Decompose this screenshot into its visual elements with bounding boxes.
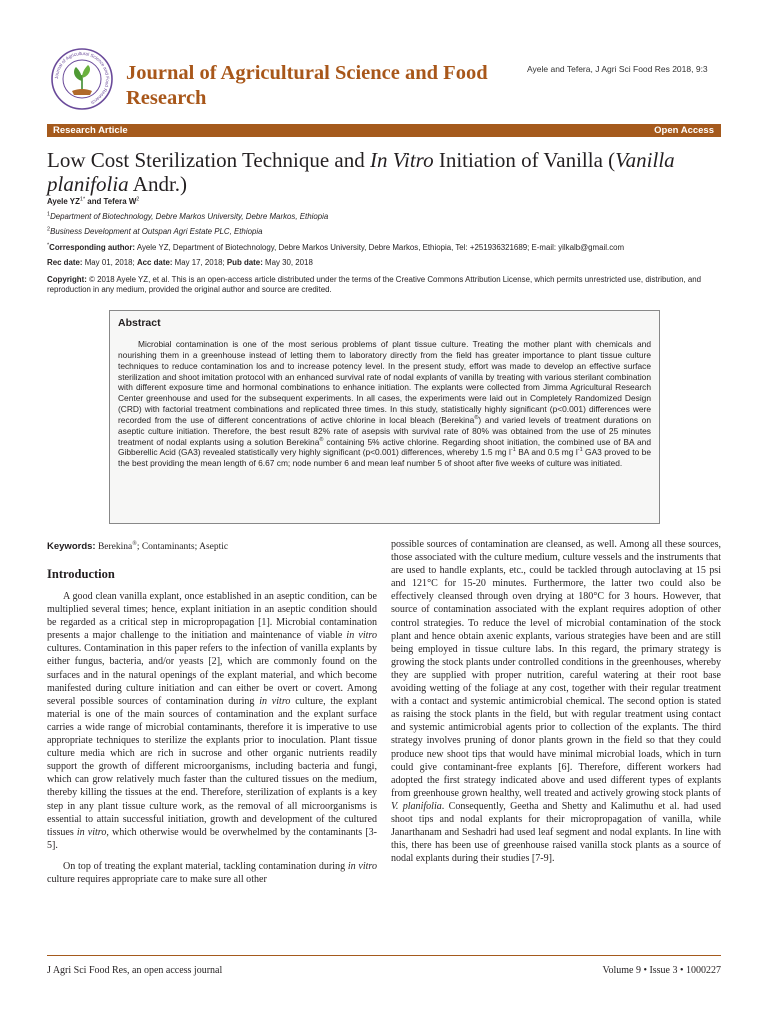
article-type-bar [47, 124, 721, 137]
body-column-left [47, 590, 377, 886]
abstract-text: Microbial contamination is one of the most serious problems of plant tissue culture. Treating the mother plant with chemicals and nourishing them in a greenhouse instead of letting them to laboratory directly from the field has greater importance to plant tissue culture techniques to reduce contamination los and to increase potency level. In the present study, effort was made to develop an effective surface sterilization and shoot imitation protocol with an enhanced survival rate of nodal explants of vanilla by treating with various sterilant combination with different exposure time and hormonal combinations to enhance initiation. The explants were collected from Jimma Agricultural Research Center greenhouse and used for the subsequent experiments. In all cases, the experiments were laid out in Completely Randomized Design (CRD) with factorial treatment combinations and replicated three times. In this study, statistically highly significant (p<0.001) differences were recorded from the use of different concentrations of active chlorine in local bleach (Berekina®) and varied levels of treatment durations on aseptic culture initiation. Therefore, the best result 82% rate of asepsis with survival rate of 80% was obtained from the use of 25 minutes treatment of nodal explants using a solution Berekina® containing 5% active chlorine. Regarding shoot initiation, the combined use of BA and Gibberellic Acid (GA3) revealed statistically very highly significant (p<0.001) differences, whereby 1.5 mg $l^{-1}$ BA and 0.5 mg $l^{-1}$ GA3 proved to be the best providing the mean length of 6.67 cm; node number 6 and mean leaf number 5 of shoot after five weeks of culture was initiated. [118, 339, 651, 469]
intro-paragraph-1: A good clean vanilla explant, once established in an aseptic condition, can be multiplied several times; hence, explant initiation in an aseptic condition should be regarded as a critical step in micropropagation [1]. Microbial contamination presents a major challenge to the initiation and maintenance of viable in vitro cultures. Contamination in this paper refers to the infection of vanilla explants by either fungus, bacteria, and/or yeasts [2], which are commonly found on the surfaces and in the natural openings of the explant material, and which become manifested during culture initiation and can either be overt or covert. Among several possible sources of contamination during in vitro culture, the explant material is one of the main sources of contamination and the explant surface carries a wide range of microbial contaminants, therefore it is imperative to use appropriate techniques to sterilize the explants prior to inoculation. Plant tissue culture media which are rich in sucrose and other organic nutrients readily support the growth of different microorganisms, including bacteria and fungi, which can grow relatively much faster than the cultured tissues on the medium, thereby killing the tissues at the end. Therefore, sterilization of explants is a key step in any plant tissue culture work, as the removal of all microorganisms is essential to attain successful initiation, growth and development of the cultured tissues in vitro, which otherwise would be overwhelmed by the contaminants [3-5]. [47, 591, 378, 851]
body-column-right [391, 538, 721, 865]
copyright: Copyright: © 2018 Ayele YZ, et al. This is an open-access article distributed under the terms of the Creative Commons Attribution License, which permits unrestricted use, distribution, and reproduction in any medium, provided the original author and source are credited. [47, 275, 702, 294]
footer-volume: Volume 9 • Issue 3 • 1000227 [602, 965, 721, 976]
dates: Rec date: May 01, 2018; Acc date: May 17, 2018; Pub date: May 30, 2018 [47, 258, 313, 267]
affiliation-1: $^1$Department of Biotechnology, Debre Markos University, Debre Markos, Ethiopia [47, 211, 329, 221]
citation: Ayele and Tefera, J Agri Sci Food Res 2018, 9:3 [527, 64, 708, 74]
open-access-label: Open Access [654, 125, 714, 136]
intro-paragraph-2: On top of treating the explant material, tackling contamination during in vitro culture requires appropriate care to make sure all other [47, 860, 377, 885]
footer-journal: J Agri Sci Food Res, an open access journal [47, 965, 223, 976]
article-type-label: Research Article [53, 125, 128, 136]
abstract-box [109, 310, 660, 524]
authors: Ayele $YZ^{1*}$ and Tefera $W^2$ [47, 196, 140, 206]
journal-logo [50, 47, 114, 111]
corresponding-author: *Corresponding author: Ayele YZ, Department of Biotechnology, Debre Markos University, Debre Markos, Ethiopia, Tel: +251936321689; E-mail: yilkalb@gmail.com [47, 242, 625, 252]
introduction-heading: Introduction [47, 567, 115, 581]
intro-paragraph-2-cont: possible sources of contamination are cleansed, as well. Among all these sources, those associated with the culture medium, culture vessels and the instruments that are used to handle explants, etc., could be tackled through autoclaving at 15 psi and 121°C for 15-20 minutes. Furthermore, the latter two could also be effectively cleansed through oven drying at 180°C for 3 hours. However, that source of contamination associated with the explant requires adoption of other control strategies. To reduce the level of microbial contamination of the stock plant and hence obtain axenic explants, various strategies have been and are still being employed in tissue culture labs. In this regard, the primary strategy is growing the stock plants under controlled conditions in the greenhouses, whereby they are supplied with proper nutrition, careful watering at their root base avoiding wetting of the foliage at any cost, together with their regular treatment with a contact and systemic antimicrobial chemical. The second option is stated as raising the stock plants in the field, but with regular treatment using contact and systemic antimicrobial agents prior to collection of the explants. The third strategy involves pruning of donor plants grown in the field so that they could produce new shoot tips that would have minimal microbial loads, which in turn could give contaminant-free explants [6]. Therefore, different workers had adopted the first strategy indicated above and used different types of explants from greenhouse grown healthy, well treated and actively growing stock plants of V. planifolia. Consequently, Geetha and Shetty and Kalimuthu et al. had used shoot tips and nodal explants for their micropropagation of vanilla, while Janarthanam and Seshadri had used leaf segment and nodal explants. In line with this, there has been use of greenhouse raised vanilla stock plants as a source of nodal explants during their studies [7-9]. [391, 539, 721, 865]
abstract-heading: Abstract [118, 317, 161, 329]
footer-divider [47, 955, 721, 956]
article-title: Low Cost Sterilization Technique and In Vitro Initiation of Vanilla (Vanilla planifolia Andr.) [47, 148, 675, 196]
affiliation-2: $^2$Business Development at Outspan Agri Estate PLC, Ethiopia [47, 226, 263, 236]
logo-ring-text: Journal of Agricultural Science and Food Research [53, 50, 111, 106]
keywords: Keywords: Berekina®; Contaminants; Aseptic [47, 540, 229, 552]
journal-title: Journal of Agricultural Science and Food Research [126, 62, 488, 109]
